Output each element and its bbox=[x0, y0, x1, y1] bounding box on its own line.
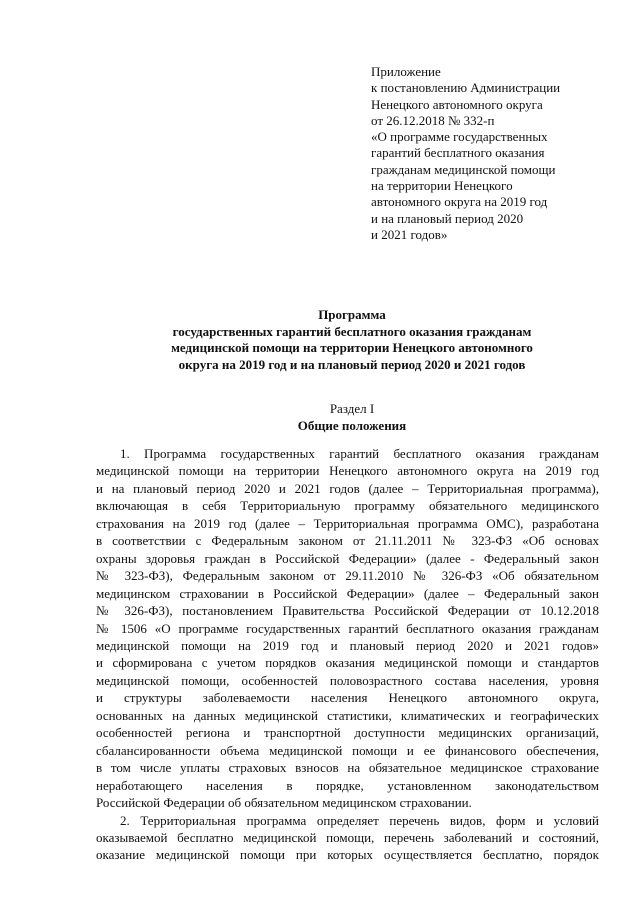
appendix-header bbox=[371, 64, 611, 243]
appendix-line: Приложение bbox=[371, 64, 441, 79]
paragraph-1-line: № 323-ФЗ), Федеральным законом от 29.11.2010 № 326-ФЗ «Об обязательном bbox=[96, 568, 599, 584]
paragraph-1-line: и структуры заболеваемости населения Ненецкого автономного округа, bbox=[96, 690, 599, 706]
appendix-line: к постановлению Администрации bbox=[371, 80, 561, 96]
appendix-line: и на плановый период 2020 bbox=[371, 210, 524, 226]
paragraph-1-line: № 1506 «О программе государственных гарантий бесплатного оказания гражданам bbox=[96, 620, 599, 636]
paragraph-1-line: медицинском страховании в Российской Федерации» (далее – Федеральный закон bbox=[96, 585, 599, 601]
paragraph-1-line: 1. Программа государственных гарантий бесплатного оказания гражданам bbox=[120, 446, 599, 461]
paragraph-1-line: неработающего населения в порядке, установленном законодательством bbox=[96, 777, 599, 793]
appendix-line: Ненецкого автономного округа bbox=[371, 96, 543, 112]
appendix-line: гражданам медицинской помощи bbox=[371, 161, 556, 177]
paragraph-1-line: Российской Федерации об обязательном медицинском страховании. bbox=[96, 795, 472, 811]
body-text bbox=[96, 445, 599, 864]
program-title-line: округа на 2019 год и на плановый период 2020 и 2021 годов bbox=[178, 356, 526, 372]
program-title bbox=[80, 307, 624, 373]
paragraph-1-line: медицинской помощи, особенностей половозрастного состава населения, уровня bbox=[96, 672, 599, 688]
section-title: Общие положения bbox=[297, 418, 407, 433]
appendix-line: автономного округа на 2019 год bbox=[371, 194, 548, 210]
program-title-line: Программа bbox=[318, 307, 386, 322]
paragraph-2-line: оказываемой бесплатно медицинской помощи, перечень заболеваний и состояний, bbox=[96, 829, 599, 845]
paragraph-1-line: медицинской помощи на 2019 год и плановый период 2020 и 2021 годов» bbox=[96, 637, 599, 653]
paragraph-1-line: особенностей региона и транспортной доступности медицинских организаций, bbox=[96, 725, 599, 741]
program-title-line: государственных гарантий бесплатного оказания гражданам bbox=[172, 323, 532, 339]
paragraph-1-line: сбалансированности объема медицинской помощи и ее финансового обеспечения, bbox=[96, 742, 599, 758]
appendix-line: от 26.12.2018 № 332-п bbox=[371, 112, 495, 128]
program-title-line: медицинской помощи на территории Ненецкого автономного bbox=[171, 340, 533, 355]
paragraph-1-line: охраны здоровья граждан в Российской Федерации» (далее - Федеральный закон bbox=[96, 550, 599, 566]
paragraph-1-line: в соответствии с Федеральным законом от 21.11.2011 № 323-ФЗ «Об основах bbox=[96, 533, 599, 549]
paragraph-1-line: страхования на 2019 год (далее – Территориальная программа ОМС), разработана bbox=[96, 515, 599, 531]
paragraph-1-line: медицинской помощи на территории Ненецкого автономного округа на 2019 год bbox=[96, 463, 599, 479]
paragraph-1-line: и сформирована с учетом порядков оказания медицинской помощи и стандартов bbox=[96, 655, 599, 671]
paragraph-2-line: оказание медицинской помощи при которых осуществляется бесплатно, порядок bbox=[96, 847, 599, 863]
paragraph-1-line: и на плановый период 2020 и 2021 годов (далее – Территориальная программа), bbox=[96, 480, 599, 496]
section-number: Раздел I bbox=[329, 401, 375, 416]
paragraph-1-line: в том числе уплаты страховых взносов на обязательное медицинское страхование bbox=[96, 760, 599, 776]
paragraph-1-line: включающая в себя Территориальную программу обязательного медицинского bbox=[96, 498, 599, 514]
appendix-line: «О программе государственных bbox=[371, 129, 548, 145]
appendix-line: гарантий бесплатного оказания bbox=[371, 145, 545, 161]
appendix-line: на территории Ненецкого bbox=[371, 178, 513, 194]
appendix-line: и 2021 годов» bbox=[371, 226, 448, 242]
paragraph-2-line: 2. Территориальная программа определяет перечень видов, форм и условий bbox=[120, 812, 599, 828]
paragraph-1-line: № 326-ФЗ), постановлением Правительства Российской Федерации от 10.12.2018 bbox=[96, 603, 599, 619]
paragraph-1-line: основанных на данных медицинской статистики, климатических и географических bbox=[96, 707, 599, 723]
